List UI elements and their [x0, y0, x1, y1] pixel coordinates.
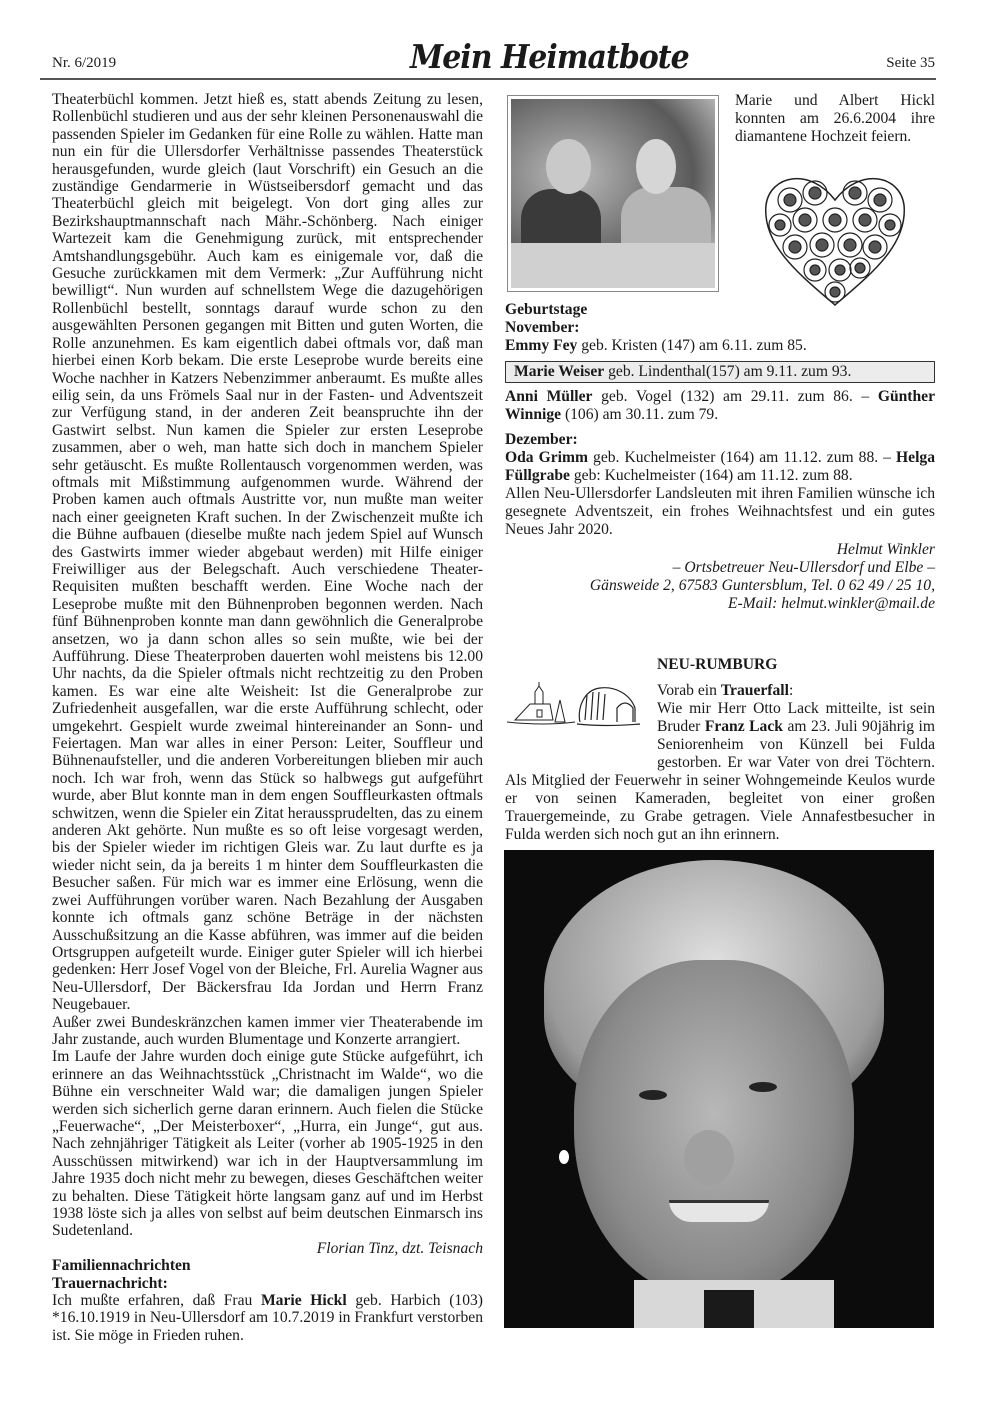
masthead-logo: Mein Heimatbote [410, 38, 689, 77]
birthday-entry [505, 337, 935, 355]
birthdays-section [505, 301, 935, 613]
article-signature: Florian Tinz, dzt. Teisnach [316, 1239, 483, 1257]
birthday-details: geb: Kuchelmeister (164) am 11.12. zum 88. [569, 467, 853, 484]
birthday-name: Emmy Fey [505, 337, 578, 354]
body-text-2: am 23. Juli 90jährig im Seniorenheim von Künzell bei Fulda gestorben. Er war Vater von drei Töchtern. Als Mitglied der Feuerwehr in seiner Wohngemeinde Keulos wurde er von seinen Kameraden, begleitet von einer großen Trauergemeinde, zu Grabe getragen. Viele Annafestbesucher in Fulda werden sich noch gut an ihn erinnern. [505, 718, 935, 843]
birthday-name: Anni Müller [505, 388, 593, 405]
intro-pre: Vorab ein [657, 682, 721, 699]
birthdays-heading: Geburtstage [505, 301, 588, 318]
issue-number: Nr. 6/2019 [52, 55, 117, 71]
rose-heart-icon [760, 165, 910, 310]
birthday-details: (106) am 30.11. zum 79. [561, 406, 719, 423]
birthday-entry [505, 388, 935, 424]
birthday-details: geb. Vogel (132) am 29.11. zum 86. – [592, 388, 878, 405]
obituary-subheading: Trauernachricht: [52, 1274, 168, 1292]
november-label: November: [505, 319, 580, 336]
family-news-heading: Familiennachrichten [52, 1257, 191, 1275]
birthday-name: Oda Grimm [505, 449, 588, 466]
neu-rumburg-text [505, 678, 935, 844]
neu-rumburg-intro [505, 678, 935, 700]
page-number: Seite 35 [886, 55, 935, 71]
signature-name: Helmut Winkler [836, 541, 935, 558]
body-text-1: Wie mir Herr Otto Lack mitteilte, ist sein Bruder [657, 700, 935, 735]
intro-post: : [788, 682, 794, 699]
birthday-name: Marie Weiser [514, 363, 605, 380]
december-label: Dezember: [505, 431, 578, 448]
obituary-text [52, 1292, 483, 1344]
obituary-text-post: geb. Harbich (103) *16.10.1919 in Neu-Ullersdorf am 10.7.2019 in Frankfurt verstorben ist. Sie möge in Frieden ruhen. [52, 1292, 483, 1344]
signature-role: – Ortsbetreuer Neu-Ullersdorf und Elbe – [672, 559, 935, 576]
obituary-name: Marie Hickl [260, 1292, 347, 1310]
signature-email: E-Mail: helmut.winkler@mail.de [727, 595, 935, 612]
neu-rumburg-heading: NEU-RUMBURG [657, 656, 778, 673]
left-column [52, 91, 483, 1344]
article-paragraph: Außer zwei Bundeskränzchen kamen immer vier Theaterabende im Jahr zustande, auch wurden Blumentage und Konzerte arrangiert. [52, 1013, 483, 1048]
birthday-entry [505, 449, 935, 485]
greeting-text: Allen Neu-Ullersdorfer Landsleuten mit ihren Familien wünsche ich gesegnete Adventszeit, ein frohes Weihnachtsfest und ein gutes Neues Jahr 2020. [505, 485, 935, 538]
wedding-caption: Marie und Albert Hickl konnten am 26.6.2004 ihre diamantene Hochzeit feiern. [735, 92, 935, 145]
birthday-name: Günther Winnige [505, 388, 935, 423]
couple-photo-image [511, 99, 715, 288]
article-paragraph: Theaterbüchl kommen. Jetzt hieß es, statt abends Zeitung zu lesen, Rollenbüchl studieren und aus der sehr kleinen Personenauswahl die passenden Spieler im Gedanken für eine Rolle zu wählen. Hatte man nun ein für die Ullersdorfer Verhältnisse passendes Theaterstück herausgefunden, wurde gleich (laut Vorschrift) ein Gesuch an die zuständige Gendarmerie in Wüstseibersdorf gemacht und das Theaterbüchl gleich mit beigelegt. Von dort ging alles zur Bezirkshauptmannschaft nach Mähr.-Schönberg. Nach einiger Wartezeit kam die Genehmigung zurück, mit entsprechender Amtshandlungsgebühr. Auch kam es einigemale vor, daß die Gesuche zurückkamen mit dem Vermerk: „Zur Aufführung nicht bewilligt“. Nun wurden auf schnellstem Wege die dazugehörigen Rollenbüchl bestellt, sonntags darauf wurde schon zu den ausgewählten Personen gegangen mit Bitten und guten Worten, die Rolle anzunehmen. Es kam eigentlich dabei oftmals vor, daß man hierbei einen Korb bekam. Die erste Leseprobe wurde bereits eine Woche nachher in Katzers Nebenzimmer anberaumt. Es mußte alles eilig sein, da uns Frömels Saal nur in der Fasten- und Adventszeit zur Verfügung stand, in der anderen Zeit beanspruchte ihn der Gastwirt selbst. Nun kamen die Spieler zur ersten Leseprobe zusammen, aber o weh, man hatte sich doch in manchem Spieler sehr getäuscht. Es mußte Rollentausch vorgenommen werden, was oftmals mit Mißstimmung aufgenommen wurde. Während der Proben kamen auch oftmals Austritte vor, nun mußte man weiter nach einer geeigneten Kraft suchen. In der Zwischenzeit mußte ich die Bühne aufbauen (dieselbe mußte nach jedem Spiel auf Wunsch des Gastwirts immer wieder abgebaut werden) mit Hilfe einiger Freiwilliger aus der Belegschaft. Auch verschiedene Theater-Requisiten mußten beschafft werden. Eine Woche nach der Leseprobe mußte mit den Bühnenproben begonnen werden. Nach fünf Bühnenproben konnte man dann gewöhnlich die Generalprobe ansetzen, wo ja dann schon alles so sein mußte, wie bei der Aufführung. Diese Theaterproben dauerten wohl meistens bis 12.00 Uhr nachts, da die Spieler oftmals nicht rechtzeitig zu den Proben kamen. Es war eine alte Weisheit: Ist die Generalprobe zur Zufriedenheit ausgefallen, war die erste Aufführung schlecht, oder umgekehrt. Gespielt wurde zweimal hintereinander an Sonn- und Feiertagen. Man war alles in einer Person: Leiter, Souffleur und Bühnenaufsteller, und die anderen Vorbereitungen blieben mir auch noch. Ich war froh, wenn das Stück so halbwegs gut aufgeführt wurde, aber Blut konnte man in dem engen Souffleurkasten oftmals schwitzen, wenn die Spieler ein Zitat heraussprudelten, das zu einem anderen Akt gehörte. Nun mußte es so oft leise vorgesagt werden, bis der Spieler wieder im richtigen Gleis war. Zu laut durfte es ja wieder nicht sein, da ja bereits 1 m hinter dem Souffleurkasten die Besucher saßen. Für mich war es immer eine Erlösung, wenn die zwei Aufführungen vorüber waren. Nach Bezahlung der Ausgaben konnte ich oftmals ganz schöne Beträge in der nächsten Ausschußsitzung an die Kasse abführen, was immer auf die beiden Ortsgruppen aufgeteilt wurde. Einiger guter Spieler will ich hierbei gedenken: Herr Josef Vogel von der Bleiche, Frl. Aurelia Wagner aus Neu-Ullersdorf, Der Bäckersfrau Ida Jordan und Herrn Franz Neugebauer. [52, 91, 483, 1014]
birthday-details: geb. Lindenthal(157) am 9.11. zum 93. [604, 363, 852, 380]
highlighted-birthday-entry [505, 361, 935, 383]
portrait-photo [504, 850, 934, 1328]
signature-address: Gänsweide 2, 67583 Guntersblum, Tel. 0 62 49 / 25 10, [589, 577, 935, 594]
obituary-text-pre: Ich mußte erfahren, daß Frau [52, 1292, 261, 1310]
header-rule [40, 78, 936, 80]
page-header [40, 40, 935, 78]
birthday-name: Helga Füllgrabe [505, 449, 935, 484]
wedding-photo [507, 95, 719, 292]
article-paragraph: Im Laufe der Jahre wurden doch einige gute Stücke aufgeführt, ich erinnere an das Weihnachtsstück „Christnacht im Walde“, wo die Bühne ein verschneiter Wald war; die damaligen jungen Spieler werden sich sicherlich gerne daran erinnern. Auch fielen die Stücke „Feuerwache“, „Der Meisterboxer“, „Hurra, ein Junge“, gut aus. Nach zehnjähriger Tätigkeit als Leiter (vorher ab 1905-1925 in den Ausschüssen mitwirkend) war ich in der Hauptversammlung im Jahre 1935 doch nicht mehr zu bewegen, dieses Geschäftchen weiter zu behalten. Diese Tätigkeit hörte langsam ganz auf und im Herbst 1938 löste sich ja alles von selbst auf beim deutschen Einmarsch ins Sudetenland. [52, 1048, 483, 1240]
birthday-details: geb. Kuchelmeister (164) am 11.12. zum 88. – [588, 449, 897, 466]
intro-bold: Trauerfall [720, 682, 789, 699]
birthday-details: geb. Kristen (147) am 6.11. zum 85. [577, 337, 807, 354]
neu-rumburg-body [505, 700, 935, 844]
deceased-name: Franz Lack [704, 718, 783, 735]
